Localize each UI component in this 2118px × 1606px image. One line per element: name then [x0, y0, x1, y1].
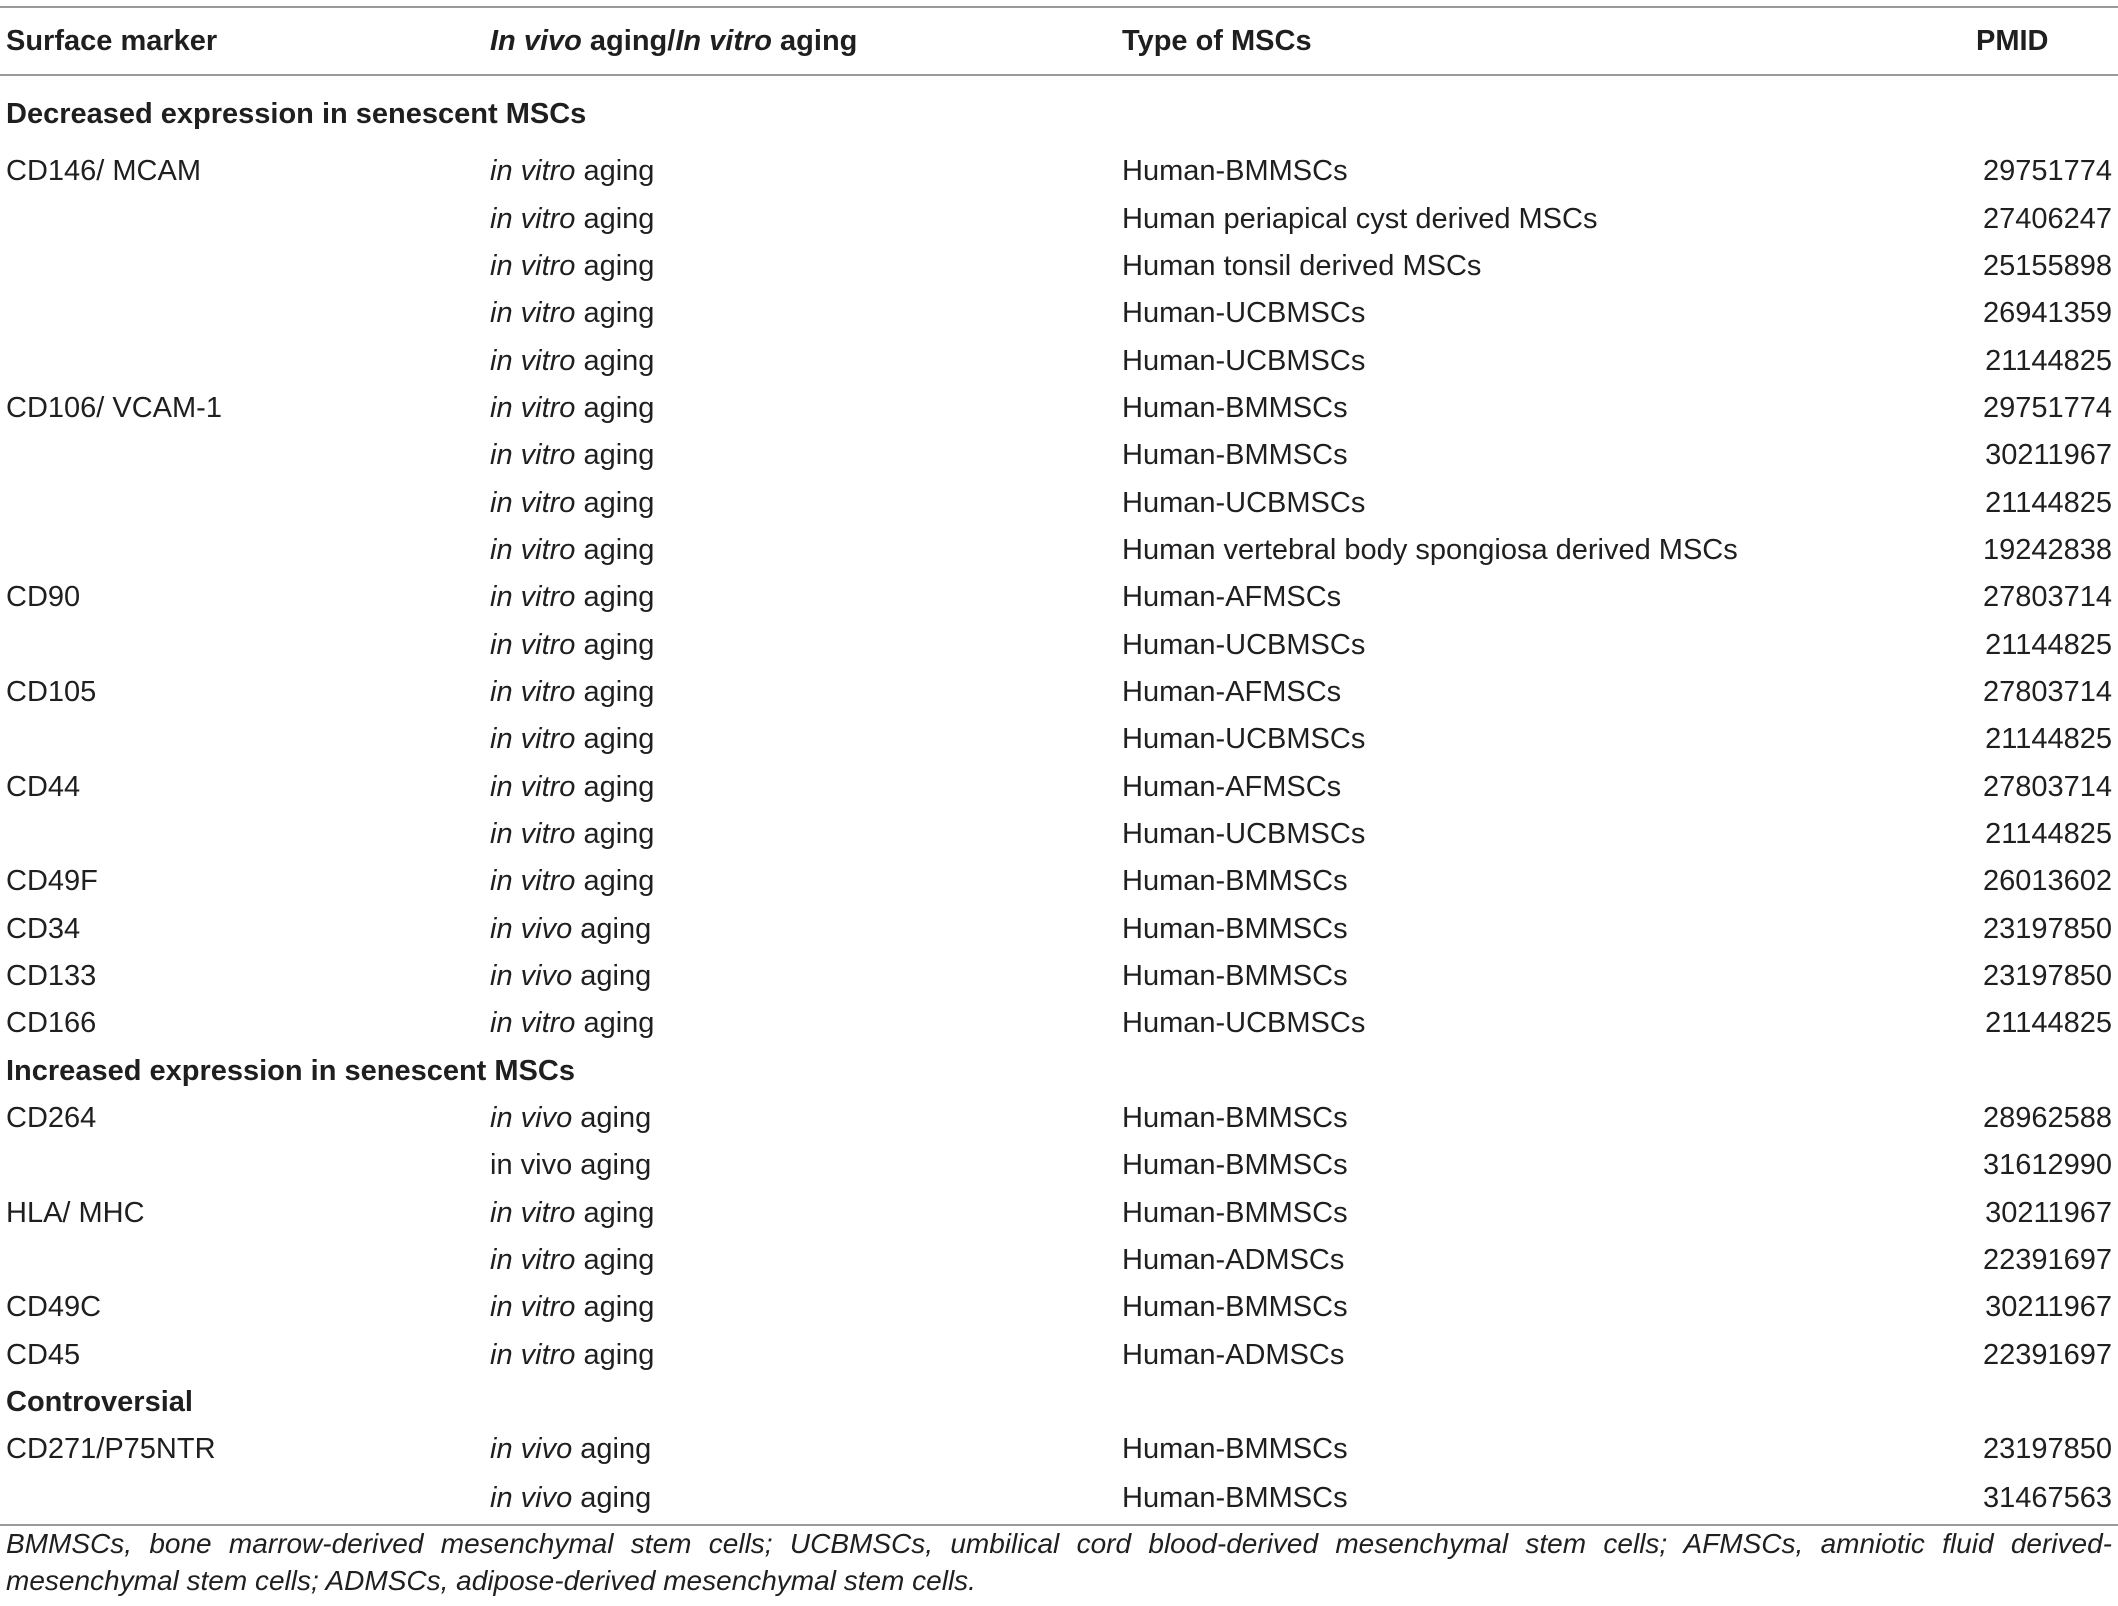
table-row — [0, 1190, 2118, 1237]
cell-msc-type: Human-UCBMSCs — [1122, 297, 1366, 330]
cell-pmid: 31612990 — [1982, 1149, 2112, 1182]
cell-aging — [484, 858, 1116, 905]
cell-surface-marker: CD49C — [6, 1291, 102, 1324]
cell-aging — [484, 574, 1116, 621]
header-type-of-mscs: Type of MSCs — [1122, 24, 1312, 57]
cell-msc-type: Human-ADMSCs — [1122, 1244, 1345, 1277]
cell-pmid: 27803714 — [1982, 770, 2112, 803]
cell-aging-condition: in vitro — [490, 344, 576, 377]
section-title: Increased expression in senescent MSCs — [6, 1054, 575, 1087]
cell-aging-suffix: aging — [575, 486, 655, 519]
table-row — [0, 337, 2118, 384]
table-row — [0, 385, 2118, 432]
cell-surface-marker — [0, 1142, 484, 1189]
cell-aging — [484, 669, 1116, 716]
cell-aging-condition: in vitro — [490, 581, 576, 614]
cell-msc-type: Human-UCBMSCs — [1122, 486, 1366, 519]
cell-msc-type: Human-UCBMSCs — [1122, 723, 1366, 756]
section-header-row — [0, 1048, 2118, 1095]
cell-msc-type: Human-ADMSCs — [1122, 1338, 1345, 1371]
cell-pmid: 21144825 — [1985, 723, 2112, 756]
table-row — [0, 669, 2118, 716]
cell-aging-suffix: aging — [575, 297, 655, 330]
cell-pmid: 30211967 — [1985, 1196, 2112, 1229]
header-surface-marker: Surface marker — [6, 24, 218, 57]
cell-msc-type: Human-BMMSCs — [1122, 1482, 1348, 1515]
cell-aging-condition: in vitro — [490, 486, 576, 519]
cell-pmid: 22391697 — [1982, 1244, 2112, 1277]
cell-msc-type: Human-BMMSCs — [1122, 865, 1348, 898]
table-row — [0, 148, 2118, 195]
table-row — [0, 479, 2118, 526]
cell-aging-suffix: aging — [575, 770, 655, 803]
cell-aging-suffix: aging — [575, 817, 655, 850]
surface-marker-table — [0, 6, 2118, 1526]
cell-surface-marker — [0, 716, 484, 763]
cell-aging-condition: in vitro — [490, 439, 576, 472]
cell-surface-marker: CD106/ VCAM-1 — [6, 391, 222, 424]
cell-aging-suffix: aging — [575, 344, 655, 377]
cell-aging-suffix: in vivo aging — [490, 1149, 652, 1182]
table-row — [0, 432, 2118, 479]
cell-aging-suffix: aging — [575, 1007, 655, 1040]
table-row — [0, 1000, 2118, 1047]
cell-aging-condition: in vitro — [490, 202, 576, 235]
header-aging-suffix: aging — [771, 24, 858, 57]
cell-surface-marker: CD146/ MCAM — [6, 155, 201, 188]
cell-aging — [484, 432, 1116, 479]
table-row — [0, 1237, 2118, 1284]
cell-aging-condition: in vitro — [490, 865, 576, 898]
cell-msc-type: Human-BMMSCs — [1122, 1102, 1348, 1135]
cell-msc-type: Human-AFMSCs — [1122, 770, 1342, 803]
cell-surface-marker — [0, 811, 484, 858]
table-row — [0, 243, 2118, 290]
cell-aging-condition: in vitro — [490, 297, 576, 330]
cell-aging-suffix: aging — [575, 533, 655, 566]
cell-aging — [484, 479, 1116, 526]
table-row — [0, 763, 2118, 810]
cell-aging-suffix: aging — [575, 675, 655, 708]
cell-aging-condition: in vitro — [490, 675, 576, 708]
cell-aging — [484, 243, 1116, 290]
cell-pmid: 21144825 — [1985, 344, 2112, 377]
section-header-row — [0, 75, 2118, 148]
cell-surface-marker — [0, 1474, 484, 1525]
cell-surface-marker: CD34 — [6, 912, 81, 945]
cell-aging — [484, 906, 1116, 953]
cell-aging — [484, 1474, 1116, 1525]
cell-aging-condition: in vitro — [490, 1196, 576, 1229]
cell-surface-marker: CD90 — [6, 581, 81, 614]
cell-aging-suffix: aging — [575, 1338, 655, 1371]
cell-pmid: 30211967 — [1985, 439, 2112, 472]
header-pmid: PMID — [1976, 24, 2049, 57]
cell-pmid: 27803714 — [1982, 675, 2112, 708]
cell-surface-marker: CD105 — [6, 675, 97, 708]
cell-surface-marker — [0, 195, 484, 242]
table-row — [0, 1095, 2118, 1142]
cell-aging-condition: in vitro — [490, 533, 576, 566]
cell-surface-marker: HLA/ MHC — [6, 1196, 145, 1229]
cell-pmid: 28962588 — [1982, 1102, 2112, 1135]
cell-aging-suffix: aging — [575, 628, 655, 661]
cell-pmid: 19242838 — [1982, 533, 2112, 566]
cell-surface-marker: CD264 — [6, 1102, 97, 1135]
cell-aging-condition: in vitro — [490, 1338, 576, 1371]
table-footnote: BMMSCs, bone marrow-derived mesenchymal stem cells; UCBMSCs, umbilical cord blood-derived mesenchymal stem cells; AFMSCs, amniotic fluid derived-mesenchymal stem cells; ADMSCs, adipose-derived mesenchymal stem cells. — [6, 1528, 2112, 1596]
cell-aging-condition: in vivo — [490, 1482, 573, 1515]
cell-surface-marker: CD49F — [6, 865, 98, 898]
cell-aging-suffix: aging — [572, 1482, 652, 1515]
cell-surface-marker — [0, 1237, 484, 1284]
cell-aging — [484, 148, 1116, 195]
cell-pmid: 30211967 — [1985, 1291, 2112, 1324]
cell-pmid: 27406247 — [1982, 202, 2112, 235]
cell-aging-condition: in vitro — [490, 723, 576, 756]
cell-aging-condition: in vitro — [490, 628, 576, 661]
cell-msc-type: Human-UCBMSCs — [1122, 1007, 1366, 1040]
cell-aging-suffix: aging — [572, 1102, 652, 1135]
cell-aging — [484, 337, 1116, 384]
cell-aging — [484, 1426, 1116, 1473]
cell-msc-type: Human-BMMSCs — [1122, 1291, 1348, 1324]
cell-pmid: 26013602 — [1982, 865, 2112, 898]
cell-aging-suffix: aging — [575, 1244, 655, 1277]
cell-pmid: 31467563 — [1982, 1482, 2112, 1515]
header-row — [0, 7, 2118, 75]
cell-aging-suffix: aging — [575, 1196, 655, 1229]
cell-surface-marker: CD166 — [6, 1007, 97, 1040]
table-row — [0, 1284, 2118, 1331]
cell-aging-condition: in vivo — [490, 1433, 573, 1466]
cell-aging-suffix: aging — [575, 202, 655, 235]
cell-aging-condition: in vitro — [490, 817, 576, 850]
cell-aging — [484, 763, 1116, 810]
header-aging-in-vitro: In vitro — [675, 24, 772, 57]
cell-aging — [484, 1284, 1116, 1331]
table-row — [0, 716, 2118, 763]
cell-surface-marker: CD133 — [6, 960, 97, 993]
table-row — [0, 1142, 2118, 1189]
cell-pmid: 21144825 — [1985, 628, 2112, 661]
cell-pmid: 27803714 — [1982, 581, 2112, 614]
cell-aging-suffix: aging — [575, 155, 655, 188]
cell-msc-type: Human-AFMSCs — [1122, 675, 1342, 708]
cell-aging-suffix: aging — [575, 581, 655, 614]
cell-aging-suffix: aging — [572, 912, 652, 945]
cell-aging — [484, 1000, 1116, 1047]
cell-aging — [484, 385, 1116, 432]
cell-aging-suffix: aging — [572, 960, 652, 993]
cell-msc-type: Human-AFMSCs — [1122, 581, 1342, 614]
cell-msc-type: Human-BMMSCs — [1122, 1196, 1348, 1229]
table-row — [0, 621, 2118, 668]
table-row — [0, 811, 2118, 858]
cell-surface-marker: CD44 — [6, 770, 81, 803]
cell-aging-condition: in vitro — [490, 1244, 576, 1277]
table-row — [0, 953, 2118, 1000]
cell-aging — [484, 1095, 1116, 1142]
cell-pmid: 29751774 — [1982, 391, 2112, 424]
cell-msc-type: Human-BMMSCs — [1122, 155, 1348, 188]
table-row — [0, 858, 2118, 905]
cell-pmid: 21144825 — [1985, 1007, 2112, 1040]
cell-aging-condition: in vivo — [490, 912, 573, 945]
header-aging-sep: aging/ — [581, 24, 676, 57]
cell-aging-condition: in vitro — [490, 391, 576, 424]
header-aging-in-vivo: In vivo — [490, 24, 582, 57]
cell-msc-type: Human-BMMSCs — [1122, 912, 1348, 945]
section-header-row — [0, 1379, 2118, 1426]
cell-pmid: 23197850 — [1982, 960, 2112, 993]
cell-aging — [484, 716, 1116, 763]
cell-msc-type: Human-UCBMSCs — [1122, 817, 1366, 850]
cell-aging — [484, 290, 1116, 337]
cell-aging — [484, 1332, 1116, 1379]
cell-aging — [484, 195, 1116, 242]
cell-aging-condition: in vivo — [490, 960, 573, 993]
cell-aging-condition: in vitro — [490, 1291, 576, 1324]
cell-surface-marker — [0, 432, 484, 479]
cell-aging — [484, 1237, 1116, 1284]
cell-surface-marker — [0, 337, 484, 384]
cell-surface-marker — [0, 479, 484, 526]
table-container — [0, 6, 2118, 1526]
cell-aging-suffix: aging — [575, 723, 655, 756]
cell-aging-condition: in vitro — [490, 1007, 576, 1040]
cell-surface-marker: CD271/P75NTR — [6, 1433, 216, 1466]
cell-surface-marker — [0, 621, 484, 668]
cell-pmid: 23197850 — [1982, 912, 2112, 945]
cell-msc-type: Human-BMMSCs — [1122, 960, 1348, 993]
cell-pmid: 21144825 — [1985, 486, 2112, 519]
cell-surface-marker — [0, 243, 484, 290]
cell-pmid: 22391697 — [1982, 1338, 2112, 1371]
cell-aging-condition: in vitro — [490, 770, 576, 803]
cell-aging-condition: in vitro — [490, 249, 576, 282]
cell-pmid: 21144825 — [1985, 817, 2112, 850]
cell-aging — [484, 1190, 1116, 1237]
table-row — [0, 527, 2118, 574]
cell-msc-type: Human vertebral body spongiosa derived MSCs — [1122, 533, 1738, 566]
cell-aging — [484, 527, 1116, 574]
cell-msc-type: Human-BMMSCs — [1122, 1433, 1348, 1466]
cell-aging — [484, 621, 1116, 668]
cell-aging-suffix: aging — [575, 865, 655, 898]
cell-aging-suffix: aging — [575, 391, 655, 424]
cell-pmid: 26941359 — [1982, 297, 2112, 330]
cell-aging-condition: in vivo — [490, 1102, 573, 1135]
section-title: Controversial — [6, 1386, 193, 1419]
cell-msc-type: Human tonsil derived MSCs — [1122, 249, 1482, 282]
cell-surface-marker — [0, 290, 484, 337]
cell-aging-condition: in vitro — [490, 155, 576, 188]
table-row — [0, 574, 2118, 621]
table-row — [0, 290, 2118, 337]
cell-msc-type: Human periapical cyst derived MSCs — [1122, 202, 1598, 235]
cell-surface-marker: CD45 — [6, 1338, 81, 1371]
cell-aging — [484, 811, 1116, 858]
table-body — [0, 75, 2118, 1525]
cell-aging-suffix: aging — [575, 249, 655, 282]
cell-aging-suffix: aging — [572, 1433, 652, 1466]
cell-msc-type: Human-BMMSCs — [1122, 391, 1348, 424]
header-aging — [484, 7, 1116, 75]
cell-aging-suffix: aging — [575, 1291, 655, 1324]
table-row — [0, 906, 2118, 953]
cell-aging-suffix: aging — [575, 439, 655, 472]
table-row — [0, 1426, 2118, 1473]
cell-pmid: 25155898 — [1982, 249, 2112, 282]
cell-msc-type: Human-BMMSCs — [1122, 439, 1348, 472]
cell-msc-type: Human-UCBMSCs — [1122, 344, 1366, 377]
cell-aging — [484, 1142, 1116, 1189]
cell-aging — [484, 953, 1116, 1000]
section-title: Decreased expression in senescent MSCs — [6, 97, 587, 130]
table-row — [0, 1332, 2118, 1379]
cell-msc-type: Human-BMMSCs — [1122, 1149, 1348, 1182]
cell-msc-type: Human-UCBMSCs — [1122, 628, 1366, 661]
cell-pmid: 23197850 — [1982, 1433, 2112, 1466]
table-row — [0, 195, 2118, 242]
cell-surface-marker — [0, 527, 484, 574]
table-row — [0, 1474, 2118, 1525]
cell-pmid: 29751774 — [1982, 155, 2112, 188]
